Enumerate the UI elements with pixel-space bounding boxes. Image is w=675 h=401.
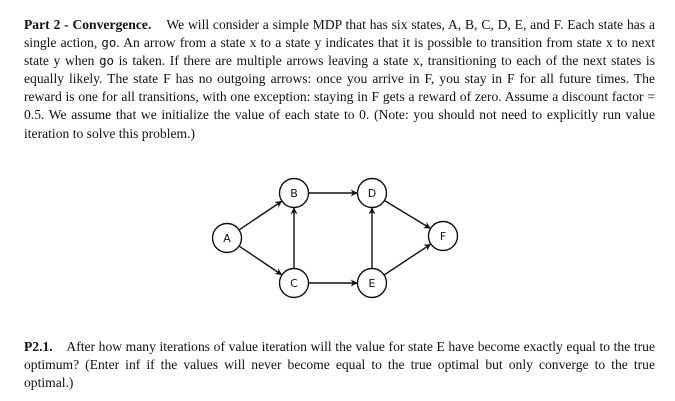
question-label: P2.1. bbox=[24, 339, 53, 354]
state-node-f bbox=[429, 222, 458, 251]
edge-e-to-f bbox=[384, 244, 430, 275]
intro-text-b: . An arrow from a state x to a state y indicates that it is possible to transition from state x to next state y when bbox=[24, 35, 656, 69]
nodes-layer bbox=[213, 179, 458, 298]
state-node-b bbox=[280, 179, 309, 208]
edge-d-to-f bbox=[384, 201, 430, 229]
action-name-1: go bbox=[101, 35, 117, 51]
intro-text-c: is taken. If there are multiple arrows leaving a state x, transitioning to each of the next states is equally likely. The state F has no outgoing arrows: once you arrive in F, you stay in F for all future times. The reward is one for all transitions, with one exception: staying in F gets a reward of zero. Assume a discount factor = 0.5. We assume that we initialize the value of each state to 0. (Note: you should not need to explicitly run value iteration to solve this problem.) bbox=[24, 53, 655, 141]
state-label: E bbox=[368, 277, 376, 290]
state-node-a bbox=[213, 224, 242, 253]
state-label: F bbox=[439, 230, 447, 243]
state-label: D bbox=[367, 187, 377, 200]
intro-text-a: We will consider a simple MDP that has six states, A, B, C, D, E, and F. Each state has a single action, bbox=[24, 17, 655, 51]
state-label: A bbox=[223, 232, 231, 245]
state-label: C bbox=[290, 277, 298, 290]
question-text: After how many iterations of value iteration will the value for state E have become exactly equal to the true optimum? (Enter inf if the values will never become equal to the true optimal but only converge to the true optimal.) bbox=[24, 339, 655, 391]
question-p2-1 bbox=[24, 338, 655, 392]
state-label: B bbox=[290, 187, 298, 200]
edge-a-to-c bbox=[239, 246, 282, 275]
state-node-c bbox=[280, 269, 309, 298]
action-name-2: go bbox=[99, 53, 114, 69]
edge-a-to-b bbox=[239, 201, 282, 230]
part-heading: Part 2 - Convergence. bbox=[24, 17, 152, 32]
state-node-d bbox=[358, 179, 387, 208]
edges-layer bbox=[239, 193, 430, 283]
state-node-e bbox=[358, 269, 387, 298]
